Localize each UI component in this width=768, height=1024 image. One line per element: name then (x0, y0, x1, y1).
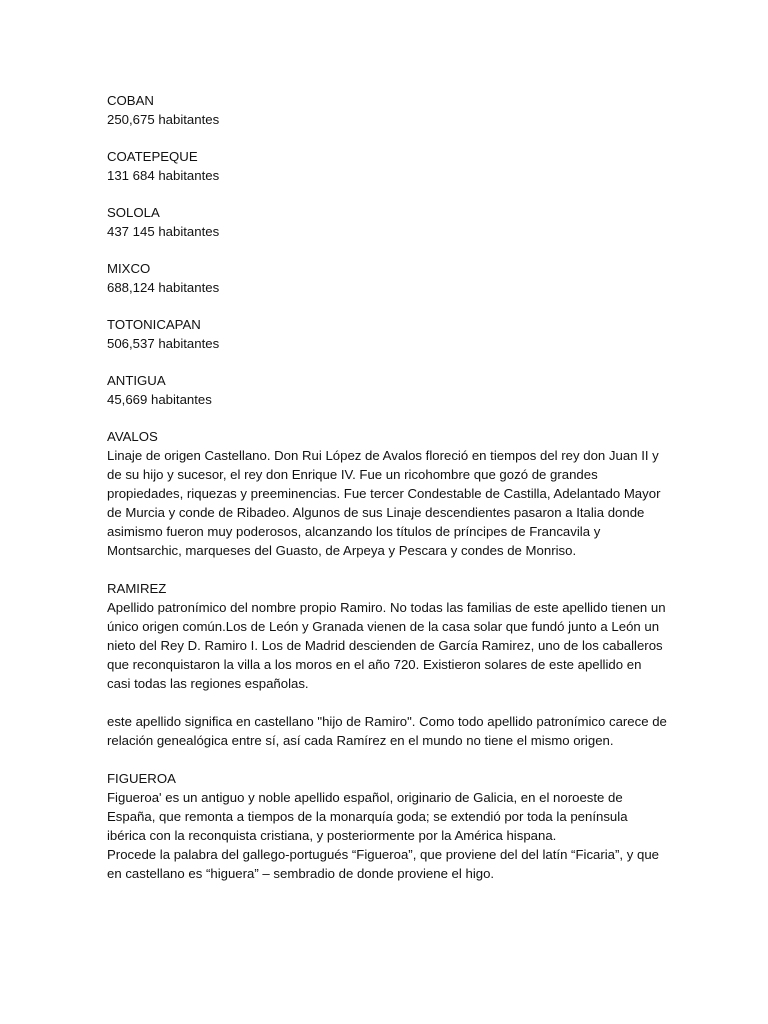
surname-title: FIGUEROA (107, 771, 176, 786)
surname-title: RAMIREZ (107, 581, 167, 596)
surname-title: AVALOS (107, 429, 158, 444)
city-entry-coban (107, 91, 667, 129)
city-entry-mixco (107, 259, 667, 297)
surname-description: Apellido patronímico del nombre propio Ramiro. No todas las familias de este apellido tienen un único origen común.Los de León y Granada vienen de la casa solar que fundó junto a León un nieto del Rey D. Ramiro I. Los de Madrid descienden de García Ramirez, uno de los caballeros que reconquistaron la villa a los moros en el año 720. Existieron solares de este apellido en casi todas las regiones españolas. (107, 600, 666, 691)
city-name: TOTONICAPAN (107, 317, 201, 332)
surname-description: Linaje de origen Castellano. Don Rui López de Avalos floreció en tiempos del rey don Juan II y de su hijo y sucesor, el rey don Enrique IV. Fue un ricohombre que gozó de grandes propiedades, riquezas y preeminencias. Fue tercer Condestable de Castilla, Adelantado Mayor de Murcia y conde de Ribadeo. Algunos de sus Linaje descendientes pasaron a Italia donde asimismo fueron muy poderosos, alcanzando los títulos de príncipes de Francavila y Montsarchic, marqueses del Guasto, de Arpeya y Pescara y condes de Monriso. (107, 448, 661, 558)
city-population: 506,537 habitantes (107, 336, 220, 351)
surname-description: este apellido significa en castellano "hijo de Ramiro". Como todo apellido patronímico carece de relación genealógica entre sí, así cada Ramírez en el mundo no tiene el mismo origen. (107, 714, 667, 748)
city-name: COATEPEQUE (107, 149, 198, 164)
surname-etymology: Procede la palabra del gallego-portugués “Figueroa”, que proviene del del latín “Ficaria”, y que en castellano es “higuera” – sembradio de donde proviene el higo. (107, 847, 660, 881)
city-name: COBAN (107, 93, 154, 108)
city-population: 688,124 habitantes (107, 280, 220, 295)
city-entry-coatepeque (107, 147, 667, 185)
city-entry-totonicapan (107, 315, 667, 353)
surname-entry-figueroa (107, 769, 667, 883)
surname-entry-ramirez (107, 579, 667, 693)
surname-description: Figueroa' es un antiguo y noble apellido español, originario de Galicia, en el noroeste de España, que remonta a tiempos de la monarquía goda; se extendió por toda la península ibérica con la reconquista cristiana, y posteriormente por la América hispana. (107, 790, 628, 843)
city-population: 45,669 habitantes (107, 392, 212, 407)
city-name: ANTIGUA (107, 373, 166, 388)
city-population: 131 684 habitantes (107, 168, 220, 183)
city-population: 437 145 habitantes (107, 224, 220, 239)
surname-entry-avalos (107, 427, 667, 560)
city-population: 250,675 habitantes (107, 112, 220, 127)
document-page (107, 91, 667, 902)
city-name: MIXCO (107, 261, 151, 276)
city-entry-antigua (107, 371, 667, 409)
surname-entry-ramirez-meaning (107, 712, 667, 750)
city-entry-solola (107, 203, 667, 241)
city-name: SOLOLA (107, 205, 160, 220)
